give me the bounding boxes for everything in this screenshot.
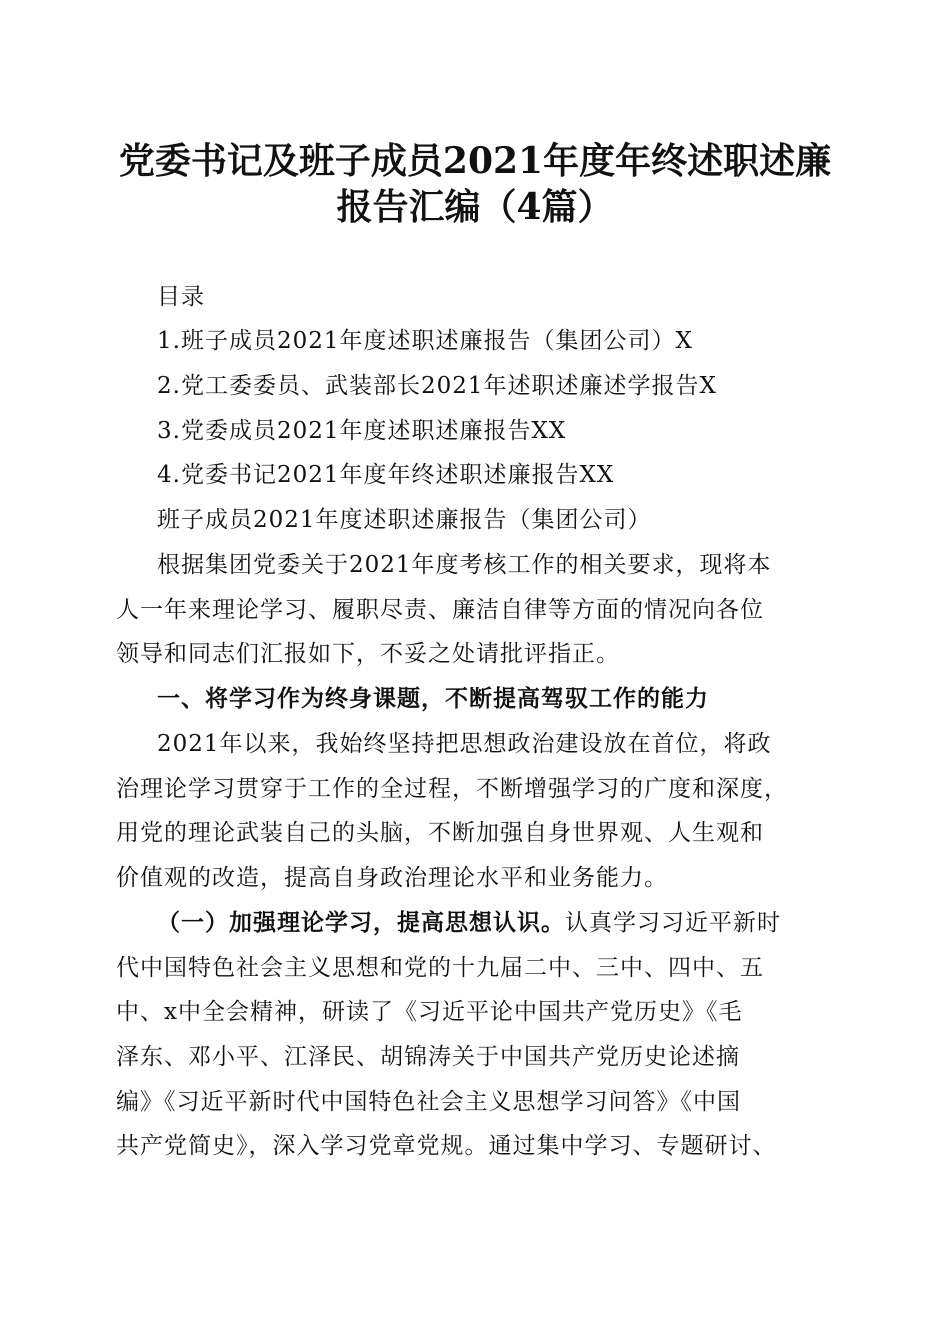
para2-line-1 — [157, 908, 877, 938]
intro-line-1: 根据集团党委关于2021年度考核工作的相关要求，现将本 — [157, 552, 772, 578]
toc-item-4: 4.党委书记2021年度年终述职述廉报告XX — [157, 462, 615, 488]
para1-line-2: 治理论学习贯穿于工作的全过程，不断增强学习的广度和深度， — [116, 776, 788, 802]
para1-line-4: 价值观的改造，提高自身政治理论水平和业务能力。 — [116, 865, 668, 891]
para2-line-4: 泽东、邓小平、江泽民、胡锦涛关于中国共产党历史论述摘 — [116, 1044, 740, 1070]
para2-line-5: 编》《习近平新时代中国特色社会主义思想学习问答》《中国 — [116, 1089, 741, 1115]
para2-line-6: 共产党简史》，深入学习党章党规。通过集中学习、专题研讨、 — [116, 1133, 777, 1159]
para2-first-rest: 认真学习习近平新时 — [565, 910, 781, 936]
document-title-line2: 报告汇编（4篇） — [336, 186, 614, 228]
toc-label: 目录 — [157, 284, 205, 310]
toc-item-2: 2.党工委委员、武装部长2021年述职述廉述学报告X — [157, 373, 717, 399]
para2-line-2: 代中国特色社会主义思想和党的十九届二中、三中、四中、五 — [116, 955, 764, 981]
para1-line-1: 2021年以来，我始终坚持把思想政治建设放在首位，将政 — [157, 731, 772, 757]
para1-line-3: 用党的理论武装自己的头脑，不断加强自身世界观、人生观和 — [116, 820, 764, 846]
para2-line-3: 中、x中全会精神，研读了《习近平论中国共产党历史》《毛 — [116, 999, 743, 1025]
heading-1: 一、将学习作为终身课题，不断提高驾驭工作的能力 — [157, 686, 709, 712]
intro-line-2: 人一年来理论学习、履职尽责、廉洁自律等方面的情况向各位 — [116, 597, 764, 623]
document-title-line1: 党委书记及班子成员2021年度年终述职述廉 — [118, 140, 832, 182]
toc-item-3: 3.党委成员2021年度述职述廉报告XX — [157, 418, 567, 444]
intro-line-3: 领导和同志们汇报如下，不妥之处请批评指正。 — [116, 641, 620, 667]
section-title: 班子成员2021年度述职述廉报告（集团公司） — [157, 507, 652, 533]
para2-bold-lead: （一）加强理论学习，提高思想认识。 — [157, 909, 565, 936]
toc-item-1: 1.班子成员2021年度述职述廉报告（集团公司）X — [157, 328, 693, 354]
